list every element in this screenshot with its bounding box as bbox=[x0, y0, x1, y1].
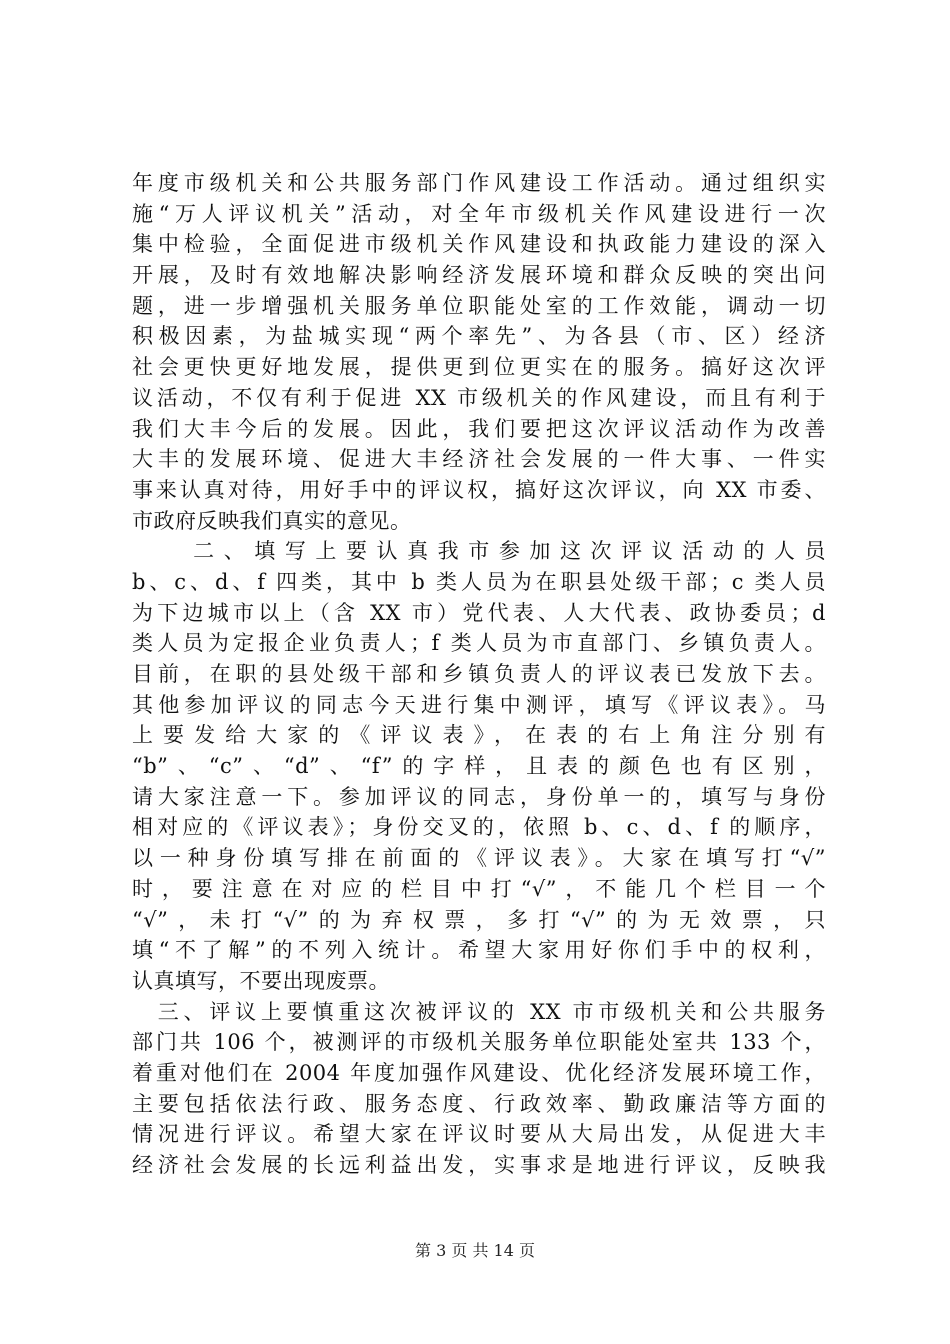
text-line: 积极因素，为盐城实现“两个率先”、为各县（市、区）经济 bbox=[132, 324, 826, 349]
text-line: 情况进行评议。希望大家在评议时要从大局出发，从促进大丰 bbox=[132, 1122, 826, 1147]
text-line: 大丰的发展环境、促进大丰经济社会发展的一件大事、一件实 bbox=[132, 447, 826, 472]
text-line: 类人员为定报企业负责人；f 类人员为市直部门、乡镇负责人。 bbox=[132, 631, 826, 656]
text-line: 认真填写，不要出现废票。 bbox=[132, 968, 390, 993]
text-line: 市政府反映我们真实的意见。 bbox=[132, 508, 412, 533]
text-line: 相对应的《评议表》；身份交叉的，依照 b、c、d、f 的顺序， bbox=[132, 815, 826, 840]
text-line: 集中检验，全面促进市级机关作风建设和执政能力建设的深入 bbox=[132, 232, 826, 257]
body-text bbox=[132, 168, 826, 1181]
text-line: 题，进一步增强机关服务单位职能处室的工作效能，调动一切 bbox=[132, 293, 826, 318]
text-line: 填“不了解”的不列入统计。希望大家用好你们手中的权利， bbox=[132, 938, 826, 963]
text-line: “√”，未打“√”的为弃权票，多打“√”的为无效票，只 bbox=[132, 907, 826, 932]
text-line: 三、评议上要慎重这次被评议的 XX 市市级机关和公共服务 bbox=[132, 999, 826, 1024]
text-line: 部门共 106 个，被测评的市级机关服务单位职能处室共 133 个， bbox=[132, 1030, 826, 1055]
text-line: “b”、“c”、“d”、“f”的字样，且表的颜色也有区别， bbox=[132, 754, 826, 779]
text-line: 施“万人评议机关”活动，对全年市级机关作风建设进行一次 bbox=[132, 201, 826, 226]
text-line: 着重对他们在 2004 年度加强作风建设、优化经济发展环境工作， bbox=[132, 1060, 826, 1085]
text-line: 我们大丰今后的发展。因此，我们要把这次评议活动作为改善 bbox=[132, 416, 826, 441]
text-line: 社会更快更好地发展，提供更到位更实在的服务。搞好这次评 bbox=[132, 355, 826, 380]
text-line: b、c、d、f 四类，其中 b 类人员为在职县处级干部；c 类人员 bbox=[132, 569, 826, 594]
text-line: 事来认真对待，用好手中的评议权，搞好这次评议，向 XX 市委、 bbox=[132, 477, 826, 502]
text-line: 上要发给大家的《评议表》，在表的右上角注分别有 bbox=[132, 723, 826, 748]
text-line: 年度市级机关和公共服务部门作风建设工作活动。通过组织实 bbox=[132, 171, 826, 195]
page-footer: 第 3 页 共 14 页 bbox=[415, 1241, 535, 1260]
text-line: 请大家注意一下。参加评议的同志，身份单一的，填写与身份 bbox=[132, 784, 826, 809]
text-line: 时，要注意在对应的栏目中打“√”，不能几个栏目一个 bbox=[132, 876, 826, 901]
text-line: 目前，在职的县处级干部和乡镇负责人的评议表已发放下去。 bbox=[132, 662, 826, 686]
text-line: 经济社会发展的长远利益出发，实事求是地进行评议，反映我 bbox=[132, 1153, 826, 1177]
text-line: 二、填写上要认真我市参加这次评议活动的人员 bbox=[132, 539, 826, 564]
text-line: 开展，及时有效地解决影响经济发展环境和群众反映的突出问 bbox=[132, 263, 826, 288]
text-line: 为下边城市以上（含 XX 市）党代表、人大代表、政协委员；d bbox=[132, 600, 826, 625]
text-line: 以一种身份填写排在前面的《评议表》。大家在填写打“√” bbox=[132, 846, 826, 871]
text-line: 其他参加评议的同志今天进行集中测评，填写《评议表》。马 bbox=[132, 692, 826, 717]
text-line: 议活动，不仅有利于促进 XX 市级机关的作风建设，而且有利于 bbox=[132, 385, 826, 410]
text-line: 主要包括依法行政、服务态度、行政效率、勤政廉洁等方面的 bbox=[132, 1091, 826, 1116]
